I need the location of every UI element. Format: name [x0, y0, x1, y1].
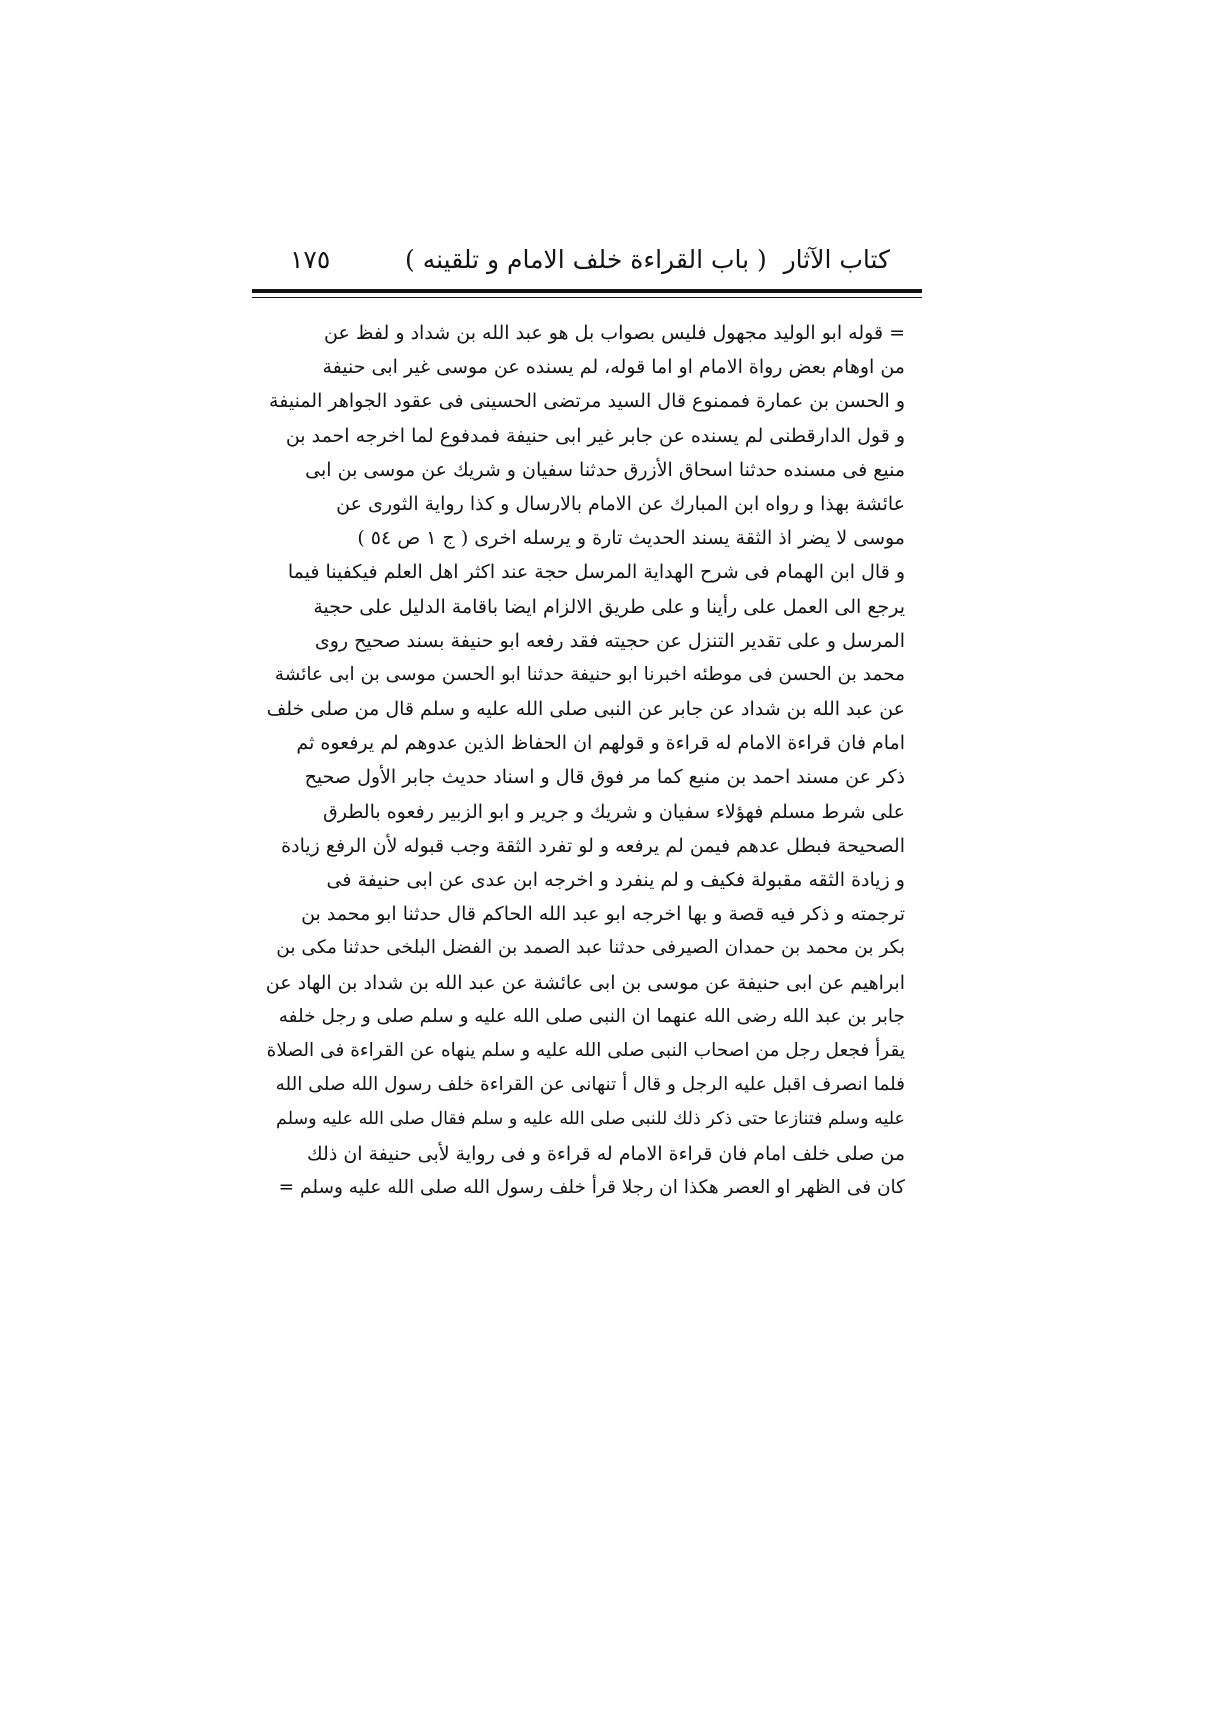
page-header [250, 238, 890, 282]
text-line: على شرط مسلم فهؤلاء سفيان و شريك و جرير و ابو الزبير رفعوه بالطرق [323, 800, 905, 823]
header-rule-thin [252, 297, 922, 298]
text-line: يقرأ فجعل رجل من اصحاب النبى صلى الله عليه و سلم ينهاه عن القراءة فى الصلاة [266, 1039, 905, 1061]
book-title: كتاب الآثار [783, 245, 890, 274]
text-line: ترجمته و ذكر فيه قصة و بها اخرجه ابو عبد الله الحاكم قال حدثنا ابو محمد بن [301, 903, 905, 926]
text-line: منيع فى مسنده حدثنا اسحاق الأزرق حدثنا سفيان و شريك عن موسى بن ابى [305, 458, 905, 481]
text-line: امام فان قراءة الامام له قراءة و قولهم ان الحفاظ الذين عدوهم لم يرفعوه ثم [296, 732, 905, 755]
text-line: عن عبد الله بن شداد عن جابر عن النبى صلى الله عليه و سلم قال من صلى خلف [266, 698, 905, 721]
text-line: جابر بن عبد الله رضى الله عنهما ان النبى صلى الله عليه و سلم صلى و رجل خلفه [278, 1005, 905, 1027]
text-line: فلما انصرف اقبل عليه الرجل و قال أ تنهانى عن القراءة خلف رسول الله صلى الله [275, 1074, 905, 1096]
chapter-title: ( باب القراءة خلف الامام و تلقينه ) [405, 245, 767, 274]
text-line: و زيادة الثقه مقبولة فكيف و لم ينفرد و اخرجه ابن عدى عن ابى حنيفة فى [326, 869, 905, 891]
text-line: بكر بن محمد بن حمدان الصيرفى حدثنا عبد الصمد بن الفضل البلخى حدثنا مكى بن [276, 937, 905, 959]
text-line: و قول الدارقطنى لم يسنده عن جابر غير ابى حنيفة فمدفوع لما اخرجه احمد بن [285, 424, 905, 447]
text-line: و الحسن بن عمارة فممنوع قال السيد مرتضى الحسينى فى عقود الجواهر المنيفة [269, 390, 905, 413]
text-line: الصحيحة فبطل عدهم فيمن لم يرفعه و لو تفرد الثقة وجب قبوله لأن الرفع زيادة [281, 834, 905, 857]
text-line: و قال ابن الهمام فى شرح الهداية المرسل حجة عند اكثر اهل العلم فيكفينا فيما [287, 561, 905, 584]
text-line: = قوله ابو الوليد مجهول فليس بصواب بل هو عبد الله بن شداد و لفظ عن [324, 322, 905, 344]
text-line: ابراهيم عن ابى حنيفة عن موسى بن ابى عائشة عن عبد الله بن شداد بن الهاد عن [265, 971, 905, 994]
text-line: عليه وسلم فتنازعا حتى ذكر ذلك للنبى صلى الله عليه و سلم فقال صلى الله عليه وسلم [276, 1109, 905, 1130]
text-line: المرسل و على تقدير التنزل عن حجيته فقد رفعه ابو حنيفة بسند صحيح روى [314, 629, 905, 652]
header-rule-thick [252, 289, 922, 293]
page-number: ١٧٥ [290, 245, 331, 274]
text-line: موسى لا يضر اذ الثقة يسند الحديث تارة و يرسله اخرى ( ج ١ ص ٥٤ ) [357, 527, 905, 550]
text-line: ذكر عن مسند احمد بن منيع كما مر فوق قال و اسناد حديث جابر الأول صحيح [304, 766, 905, 789]
text-line: من اوهام بعض رواة الامام او اما قوله، لم يسنده عن موسى غير ابى حنيفة [322, 356, 905, 379]
text-line: محمد بن الحسن فى موطئه اخبرنا ابو حنيفة حدثنا ابو الحسن موسى بن ابى عائشة [274, 663, 905, 685]
text-line: يرجع الى العمل على رأينا و على طريق الالزام ايضا باقامة الدليل على حجية [313, 595, 905, 618]
text-line: عائشة بهذا و رواه ابن المبارك عن الامام بالارسال و كذا رواية الثورى عن [336, 492, 905, 515]
body-text [265, 316, 905, 1205]
text-line: كان فى الظهر او العصر هكذا ان رجلا قرأ خلف رسول الله صلى الله عليه وسلم = [278, 1176, 905, 1198]
text-line: من صلى خلف امام فان قراءة الامام له قراءة و فى رواية لأبى حنيفة ان ذلك [307, 1142, 905, 1165]
